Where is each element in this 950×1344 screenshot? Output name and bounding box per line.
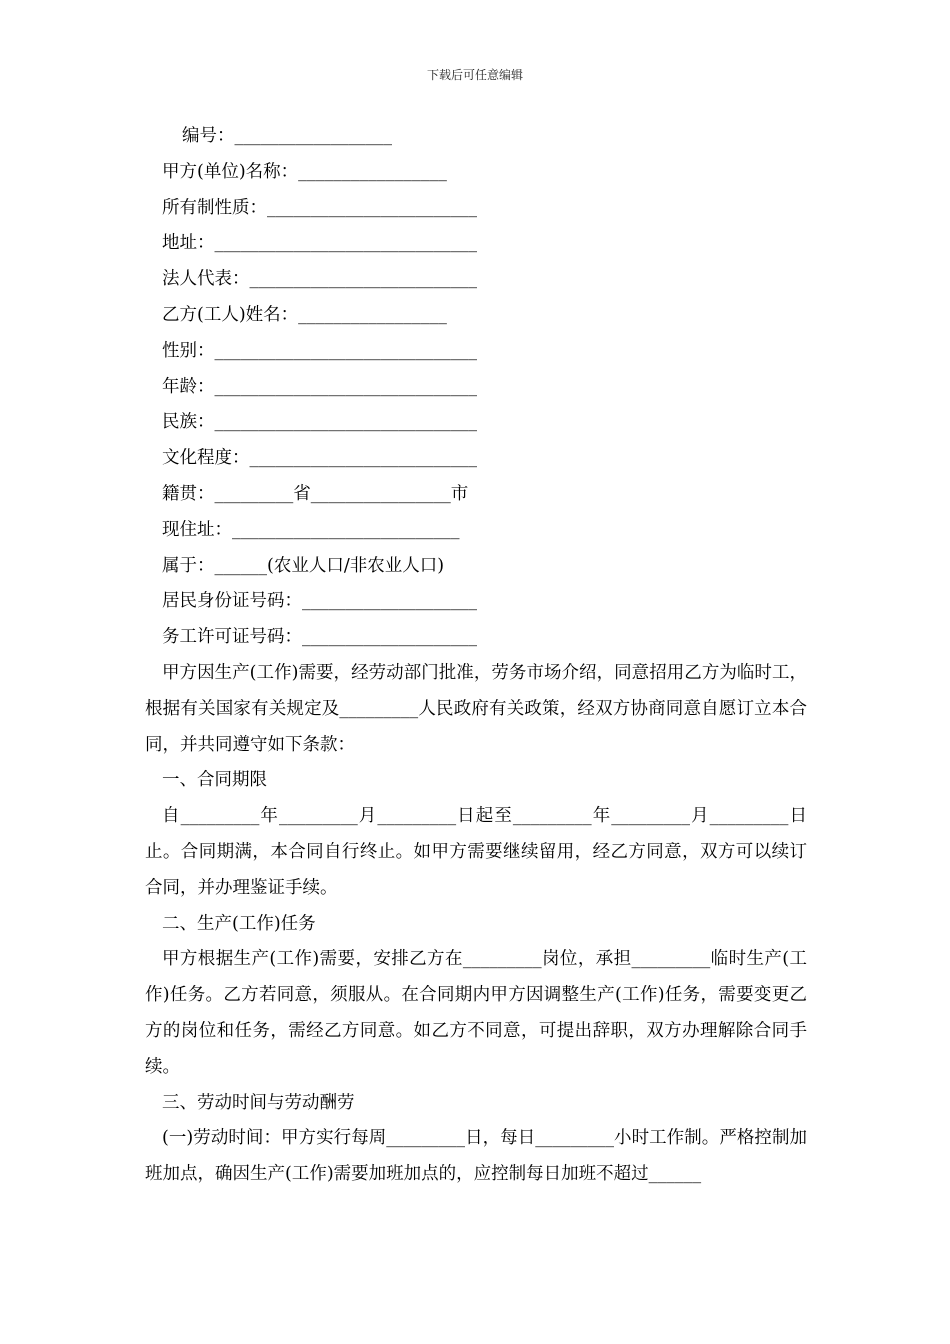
- contract-field: 乙方(工人)姓名：_________________: [162, 304, 447, 325]
- contract-field: 居民身份证号码：____________________: [162, 591, 477, 612]
- contract-field: 务工许可证号码：____________________: [162, 627, 477, 648]
- contract-field: 编号：__________________: [182, 126, 392, 146]
- section-title-task: 二、生产(工作)任务: [162, 913, 316, 934]
- contract-field: 地址：______________________________: [162, 233, 477, 254]
- contract-field: 法人代表：__________________________: [162, 269, 477, 290]
- section-body-task: 甲方根据生产(工作)需要，安排乙方在_________岗位，承担_________临时生产(工作)任务。乙方若同意，须服从。在合同期内甲方因调整生产(工作)任务，需要变更乙方的岗位和任务，需经乙方同意。如乙方不同意，可提出辞职，双方办理解除合同手续。: [145, 949, 807, 1077]
- section-title-term: 一、合同期限: [162, 770, 267, 791]
- contract-field: 现住址：__________________________: [162, 519, 460, 540]
- section-body-hours-pay: (一)劳动时间：甲方实行每周_________日，每日_________小时工作制。严格控制加班加点，确因生产(工作)需要加班加点的，应控制每日加班不超过______: [145, 1128, 807, 1185]
- contract-field: 甲方(单位)名称：_________________: [162, 161, 447, 182]
- section-body-term: 自_________年_________月_________日起至_________年_________月_________日止。合同期满，本合同自行终止。如甲方需要继续留用，经乙方同意，双方可以续订合同，并办理鉴证手续。: [145, 806, 807, 898]
- contract-body: [145, 119, 807, 1193]
- header-note: 下载后可任意编辑: [426, 68, 523, 82]
- contract-field: 属于：______(农业人口/非农业人口): [162, 555, 445, 576]
- contract-field: 所有制性质：________________________: [162, 197, 477, 218]
- contract-field: 年龄：______________________________: [162, 376, 477, 397]
- section-title-hours-pay: 三、劳动时间与劳动酬劳: [162, 1092, 355, 1113]
- contract-field: 民族：______________________________: [162, 412, 477, 433]
- contract-fields: [145, 119, 807, 656]
- intro-paragraph: 甲方因生产(工作)需要，经劳动部门批准，劳务市场介绍，同意招用乙方为临时工，根据有关国家有关规定及_________人民政府有关政策，经双方协商同意自愿订立本合同，并共同遵守如下条款：: [145, 662, 807, 755]
- contract-field: 文化程度：__________________________: [162, 448, 477, 469]
- contract-field: 性别：______________________________: [162, 340, 477, 361]
- contract-field: 籍贯：_________省________________市: [162, 483, 469, 504]
